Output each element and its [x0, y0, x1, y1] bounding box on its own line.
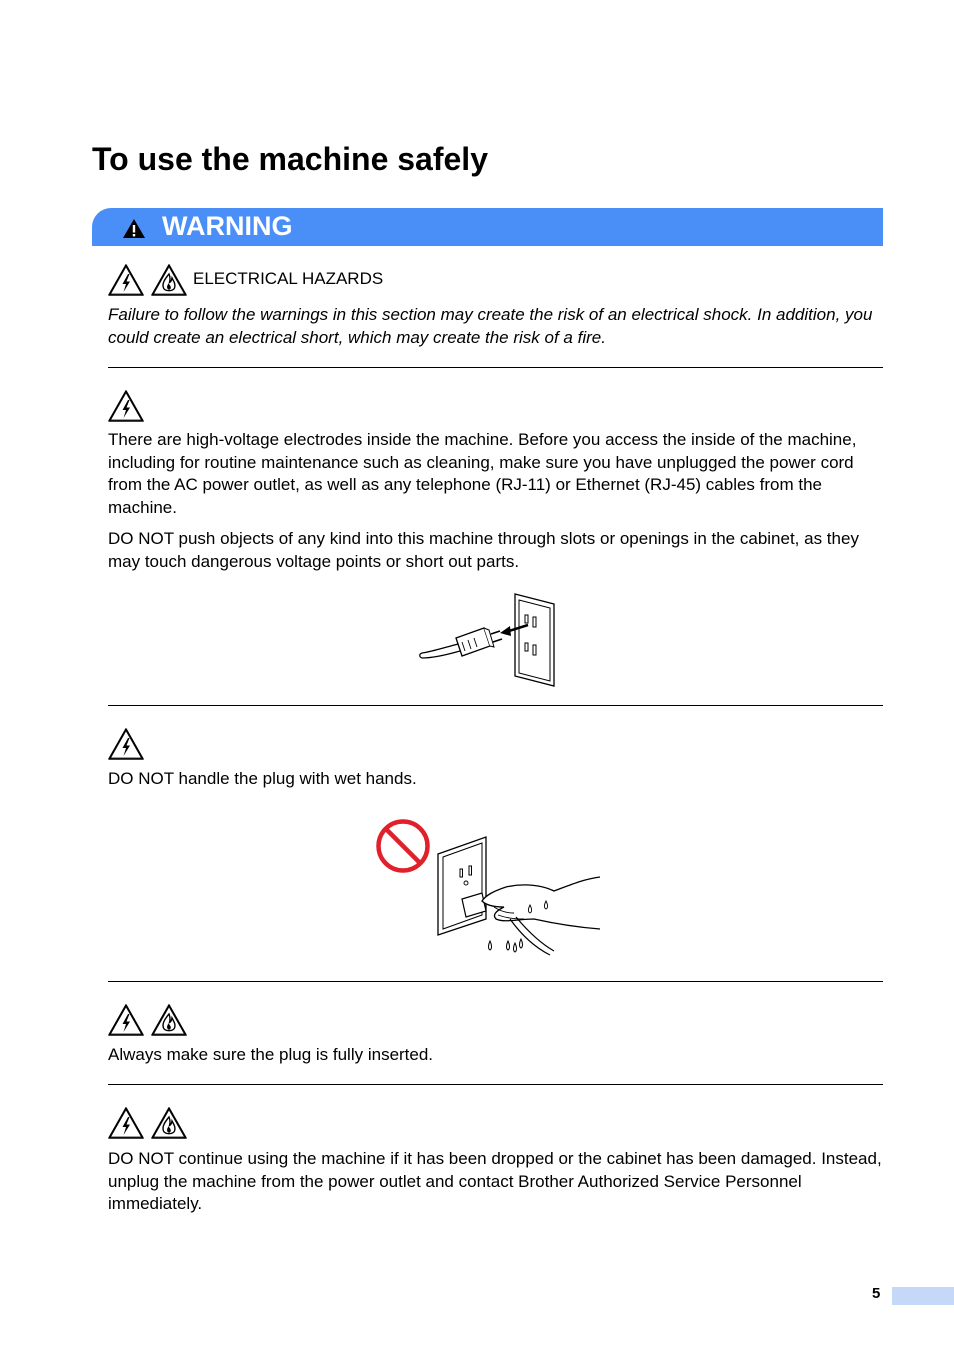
- section-1-paragraph-1: There are high-voltage electrodes inside the machine. Before you access the inside of the machine, including for routine maintenance such as cleaning, make sure you have unplugged the power cord from the AC power outlet, as well as any telephone (RJ-11) or Ethernet (RJ-45) cables from the machine.: [108, 430, 857, 517]
- electrical-hazard-icon: [107, 727, 145, 761]
- intro-text: Failure to follow the warnings in this section may create the risk of an electrical shock. In addition, you could create an electrical short, which may create the risk of a fire.: [108, 305, 873, 347]
- section-2-paragraph: DO NOT handle the plug with wet hands.: [108, 769, 417, 788]
- divider: [108, 705, 883, 706]
- section-3-paragraph: Always make sure the plug is fully inserted.: [108, 1045, 434, 1064]
- divider: [108, 1084, 883, 1085]
- footer-tab: [892, 1287, 954, 1305]
- unplug-power-cord-illustration: [418, 592, 558, 688]
- fire-hazard-icon: [150, 1003, 188, 1037]
- section-4-paragraph: DO NOT continue using the machine if it has been dropped or the cabinet has been damaged. Instead, unplug the machine from the power outlet and contact Brother Authorized Service Personnel immediately.: [108, 1149, 882, 1213]
- fire-hazard-icon: [150, 263, 188, 297]
- section-1-paragraph-2: DO NOT push objects of any kind into this machine through slots or openings in the cabinet, as they may touch dangerous voltage points or short out parts.: [108, 529, 859, 571]
- divider: [108, 981, 883, 982]
- warning-label: WARNING: [162, 211, 293, 241]
- fire-hazard-icon: [150, 1106, 188, 1140]
- electrical-hazard-icon: [107, 1106, 145, 1140]
- electrical-hazard-icon: [107, 263, 145, 297]
- electrical-hazard-icon: [107, 389, 145, 423]
- hazard-heading: ELECTRICAL HAZARDS: [193, 269, 384, 288]
- page-title: To use the machine safely: [92, 141, 488, 177]
- warning-triangle-icon: [122, 218, 146, 239]
- page-number: 5: [872, 1285, 881, 1302]
- divider: [108, 367, 883, 368]
- electrical-hazard-icon: [107, 1003, 145, 1037]
- warning-banner: [92, 208, 883, 246]
- no-wet-hands-illustration: [374, 815, 602, 960]
